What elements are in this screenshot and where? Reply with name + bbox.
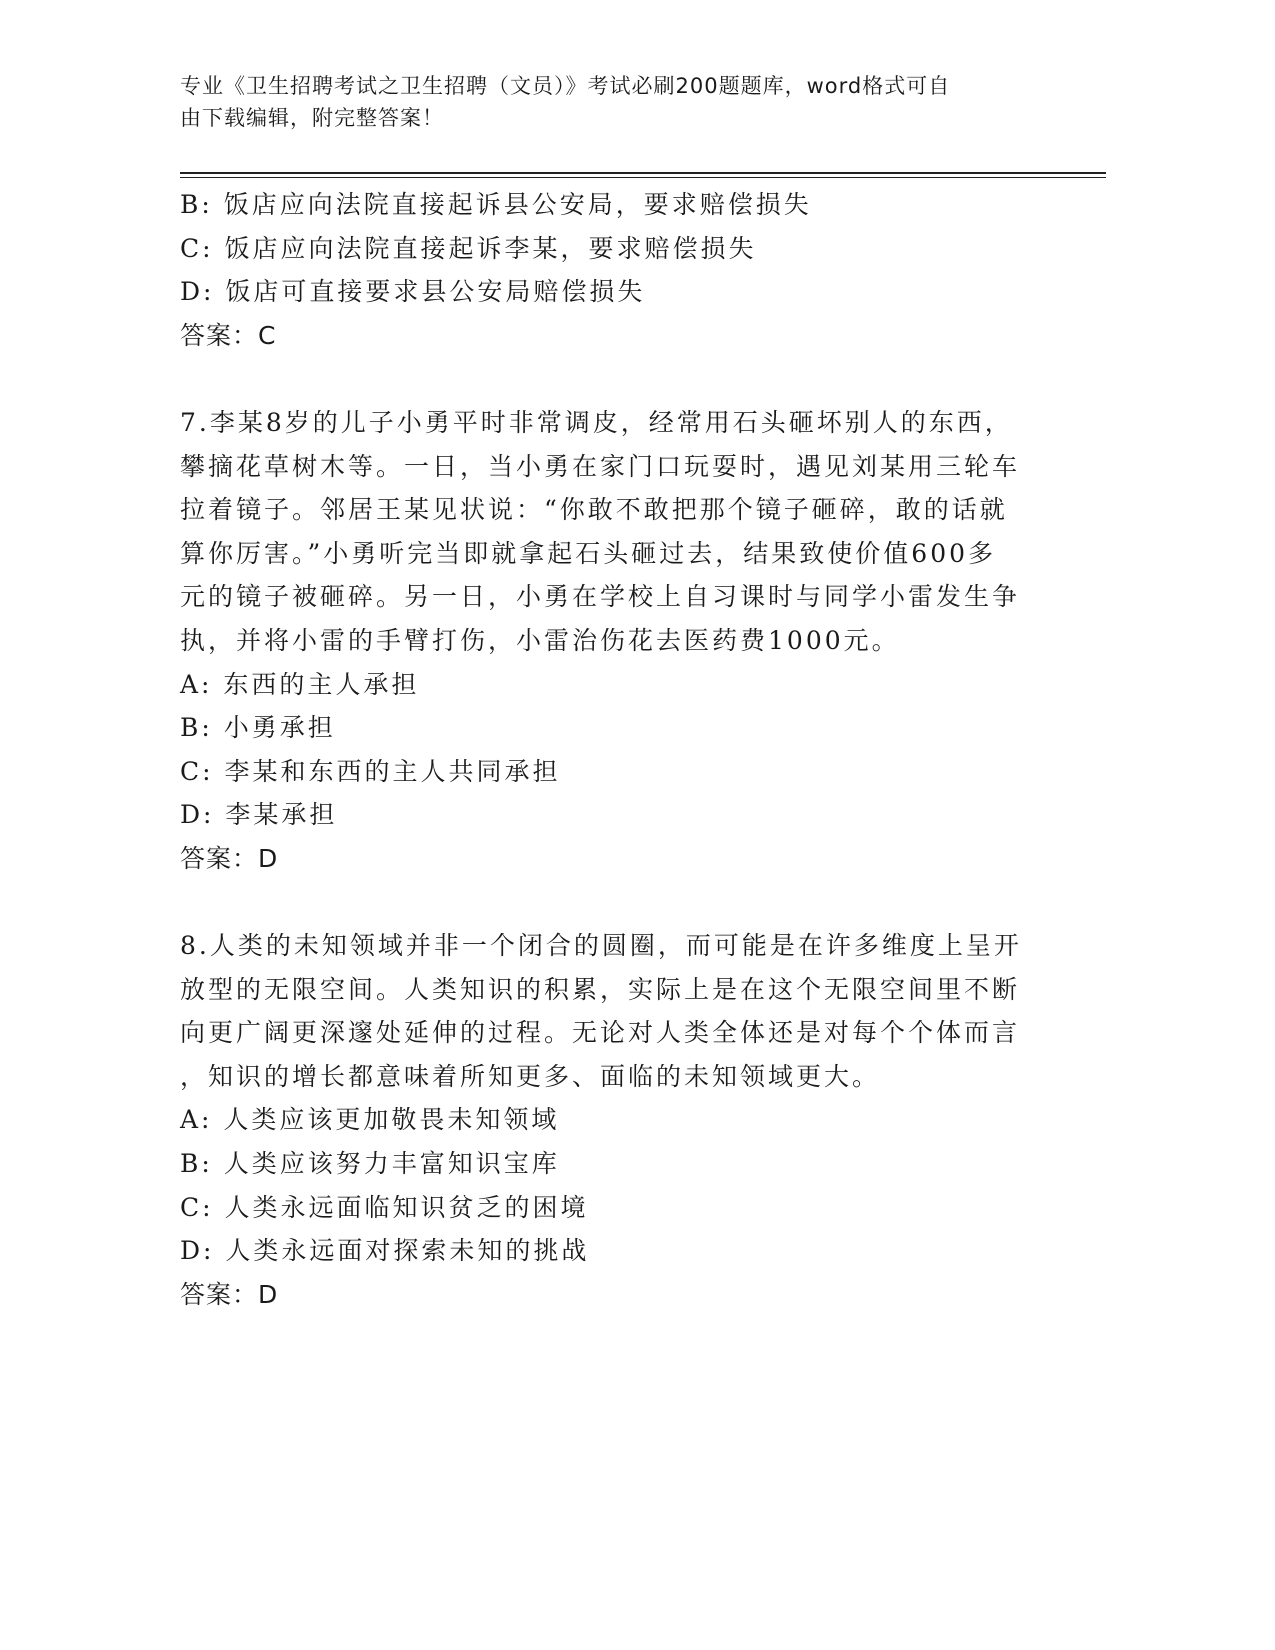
header-line-2: 由下载编辑，附完整答案！ xyxy=(180,106,444,130)
question-text-line: 执，并将小雷的手臂打伤，小雷治伤花去医药费1000元。 xyxy=(180,625,900,655)
option-d: D: 李某承担 xyxy=(180,800,338,830)
spacer xyxy=(180,357,1020,401)
question-text-line: 算你厉害。”小勇听完当即就拿起石头砸过去，结果致使价值600多 xyxy=(180,538,997,568)
question-text-line: 向更广阔更深邃处延伸的过程。无论对人类全体还是对每个个体而言 xyxy=(180,1018,1021,1048)
header-line-1: 专业《卫生招聘考试之卫生招聘（文员）》考试必刷200题题库，word格式可自 xyxy=(180,74,951,98)
question-text-line: 8.人类的未知领域并非一个闭合的圆圈，而可能是在许多维度上呈开 xyxy=(180,931,1022,961)
question-text-line: 攀摘花草树木等。一日，当小勇在家门口玩耍时，遇见刘某用三轮车 xyxy=(180,451,1021,481)
question-text-line: 拉着镜子。邻居王某见状说：“你敢不敢把那个镜子砸碎，敢的话就 xyxy=(180,495,1008,525)
question-text-line: 元的镜子被砸碎。另一日，小勇在学校上自习课时与同学小雷发生争 xyxy=(180,582,1021,612)
question-6-continued xyxy=(180,183,1020,357)
option-b: B: 饭店应向法院直接起诉县公安局，要求赔偿损失 xyxy=(180,190,812,219)
question-text-line: 放型的无限空间。人类知识的积累，实际上是在这个无限空间里不断 xyxy=(180,974,1021,1004)
question-7 xyxy=(180,401,1020,881)
answer-line: 答案：D xyxy=(180,843,279,873)
option-d: D: 饭店可直接要求县公安局赔偿损失 xyxy=(180,277,646,307)
document-body xyxy=(180,183,1020,1316)
header-rule-thick xyxy=(180,172,1106,174)
question-8 xyxy=(180,924,1020,1316)
question-text-line: 7.李某8岁的儿子小勇平时非常调皮，经常用石头砸坏别人的东西， xyxy=(180,407,1013,437)
option-d: D: 人类永远面对探索未知的挑战 xyxy=(180,1236,590,1266)
spacer xyxy=(180,881,1020,925)
option-a: A: 人类应该更加敬畏未知领域 xyxy=(180,1105,560,1135)
answer-line: 答案：D xyxy=(180,1279,279,1309)
option-c: C: 人类永远面临知识贫乏的困境 xyxy=(180,1192,589,1222)
question-text-line: ，知识的增长都意味着所知更多、面临的未知领域更大。 xyxy=(180,1061,881,1091)
option-b: B: 人类应该努力丰富知识宝库 xyxy=(180,1149,560,1179)
option-b: B: 小勇承担 xyxy=(180,713,336,743)
header-rule-thin xyxy=(180,177,1106,178)
option-c: C: 李某和东西的主人共同承担 xyxy=(180,756,561,786)
answer-line: 答案：C xyxy=(180,320,277,350)
page-header xyxy=(180,70,1040,134)
option-a: A: 东西的主人承担 xyxy=(180,669,420,699)
option-c: C: 饭店应向法院直接起诉李某，要求赔偿损失 xyxy=(180,233,757,263)
